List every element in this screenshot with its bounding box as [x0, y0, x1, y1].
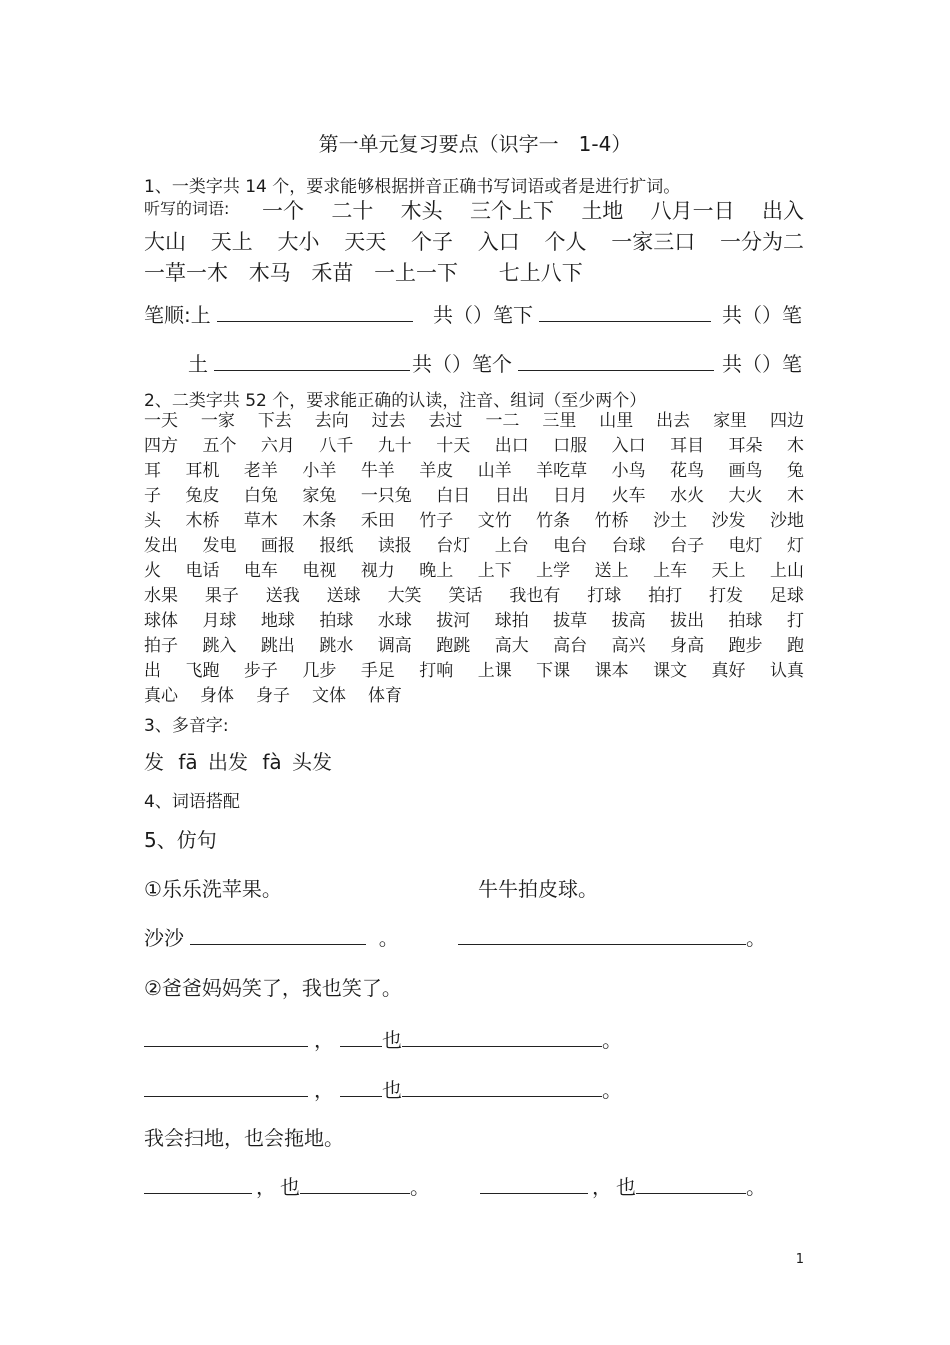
recognition-word: 出口 — [494, 436, 529, 456]
recognition-word: 一二 — [485, 411, 520, 431]
recognition-word: 认真 — [769, 661, 804, 681]
dictation-word: 一草一木 — [144, 261, 228, 285]
recognition-word: 电灯 — [728, 536, 763, 556]
recognition-word: 老羊 — [243, 461, 278, 481]
answer-blank[interactable] — [144, 1078, 308, 1097]
recognition-word: 电话 — [185, 561, 220, 581]
section5-heading: 5、仿句 — [144, 828, 217, 852]
ye-char: 也 — [382, 1078, 402, 1102]
stroke-total-text — [412, 348, 714, 377]
recognition-word: 山羊 — [477, 461, 512, 481]
period: 。 — [378, 926, 399, 950]
recognition-word: 真好 — [711, 661, 746, 681]
recognition-word: 入口 — [611, 436, 646, 456]
prompt-word: 沙沙 — [144, 926, 184, 950]
dictation-word: 出入 — [761, 199, 804, 223]
recognition-word: 沙土 — [653, 511, 688, 531]
recognition-word: 一家 — [200, 411, 235, 431]
imitation-row-1 — [144, 922, 399, 951]
pinyin: fà — [262, 750, 282, 774]
word-row — [144, 659, 804, 684]
recognition-word: 身高 — [670, 636, 705, 656]
word-row — [144, 684, 804, 709]
stroke-total-text — [722, 299, 802, 328]
imitation-row-2 — [144, 1024, 622, 1053]
imitation-row-4b — [480, 1171, 766, 1200]
comma: ， — [256, 1175, 276, 1199]
answer-blank[interactable] — [636, 1175, 746, 1194]
recognition-word: 草木 — [243, 511, 278, 531]
recognition-word: 上车 — [653, 561, 688, 581]
period: 。 — [410, 1175, 430, 1199]
answer-blank[interactable] — [402, 1028, 602, 1047]
recognition-word: 日出 — [494, 486, 529, 506]
recognition-word: 报纸 — [319, 536, 354, 556]
stroke-char: 土 — [188, 352, 208, 376]
recognition-word: 晚上 — [419, 561, 454, 581]
recognition-word: 拍子 — [144, 636, 178, 656]
recognition-word: 拔出 — [670, 611, 705, 631]
imitation-row-4 — [144, 1171, 430, 1200]
dictation-word: 七上八下 — [498, 261, 583, 285]
recognition-word: 小鸟 — [611, 461, 646, 481]
word-row — [144, 559, 804, 584]
stroke-blank[interactable] — [539, 303, 711, 322]
polyphone-word: 出发 — [208, 750, 249, 774]
recognition-word: 拔草 — [553, 611, 588, 631]
recognition-word: 木桥 — [185, 511, 220, 531]
recognition-word: 耳目 — [670, 436, 705, 456]
recognition-word: 高台 — [553, 636, 588, 656]
word-row — [144, 509, 804, 534]
recognition-word: 视力 — [360, 561, 395, 581]
dictation-word: 土地 — [581, 199, 624, 223]
recognition-word: 火 — [144, 561, 161, 581]
stroke-char: 个 — [492, 352, 512, 376]
dictation-line-1 — [262, 195, 804, 225]
word-row — [144, 634, 804, 659]
recognition-word: 文竹 — [477, 511, 512, 531]
recognition-word: 口服 — [553, 436, 588, 456]
dictation-word: 木头 — [400, 199, 443, 223]
recognition-word: 电视 — [302, 561, 337, 581]
dictation-word: 大小 — [277, 230, 320, 254]
recognition-word: 发电 — [202, 536, 237, 556]
recognition-word: 牛羊 — [360, 461, 395, 481]
stroke-char: 上 — [190, 303, 211, 327]
recognition-word: 日月 — [553, 486, 588, 506]
recognition-word: 高大 — [494, 636, 529, 656]
recognition-word: 去向 — [314, 411, 349, 431]
dictation-word: 一家三口 — [611, 230, 696, 254]
recognition-word: 跳出 — [260, 636, 295, 656]
recognition-word: 下去 — [257, 411, 292, 431]
dictation-word: 一个 — [262, 199, 304, 223]
recognition-word: 子 — [144, 486, 161, 506]
recognition-word: 上山 — [769, 561, 804, 581]
pinyin: fā — [178, 750, 198, 774]
recognition-word: 水火 — [670, 486, 705, 506]
stroke-total: 共（）笔 — [722, 303, 802, 327]
answer-blank[interactable] — [402, 1078, 602, 1097]
recognition-word: 竹桥 — [594, 511, 629, 531]
recognition-word: 地球 — [260, 611, 295, 631]
recognition-word: 羊吃草 — [536, 461, 588, 481]
recognition-word: 手足 — [360, 661, 395, 681]
recognition-word: 四边 — [769, 411, 804, 431]
recognition-word: 禾田 — [360, 511, 395, 531]
recognition-word: 火车 — [611, 486, 646, 506]
recognition-word: 课本 — [594, 661, 629, 681]
recognition-word: 调高 — [377, 636, 412, 656]
recognition-word-list — [144, 409, 804, 709]
recognition-word: 羊皮 — [419, 461, 454, 481]
recognition-word: 飞跑 — [185, 661, 220, 681]
recognition-word: 打 — [786, 611, 804, 631]
word-row — [144, 459, 804, 484]
example-sentence: 牛牛拍皮球。 — [478, 877, 598, 901]
page-number: 1 — [795, 1252, 804, 1267]
recognition-word: 跑步 — [728, 636, 763, 656]
polyphone-line — [144, 746, 332, 775]
recognition-word: 跑 — [786, 636, 804, 656]
recognition-word: 竹子 — [419, 511, 454, 531]
listen-label: 听写的词语: — [144, 199, 230, 218]
recognition-word: 台球 — [611, 536, 646, 556]
comma: ， — [592, 1175, 612, 1199]
recognition-word: 过去 — [371, 411, 406, 431]
word-row — [144, 434, 804, 459]
recognition-word: 台灯 — [436, 536, 471, 556]
dictation-word: 天上 — [210, 230, 253, 254]
recognition-word: 体育 — [368, 686, 402, 706]
recognition-word: 球拍 — [494, 611, 529, 631]
recognition-word: 拔高 — [611, 611, 646, 631]
dictation-line-3 — [144, 257, 583, 287]
comma: ， — [314, 1078, 334, 1102]
recognition-word: 出 — [144, 661, 161, 681]
dictation-word: 禾苗 — [311, 261, 354, 285]
dictation-word: 大山 — [144, 230, 186, 254]
recognition-word: 兔 — [786, 461, 804, 481]
stroke-total: 共（）笔 — [412, 352, 492, 376]
recognition-word: 台子 — [670, 536, 705, 556]
recognition-word: 步子 — [243, 661, 278, 681]
recognition-word: 四方 — [144, 436, 178, 456]
stroke-total: 共（）笔 — [722, 352, 802, 376]
ye-char: 也 — [616, 1175, 636, 1199]
section1-heading: 1、一类字共 14 个，要求能够根据拼音正确书写词语或者是进行扩词。 — [144, 177, 681, 197]
stroke-blank[interactable] — [217, 303, 413, 322]
recognition-word: 打球 — [587, 586, 622, 606]
dictation-word: 个子 — [411, 230, 453, 254]
comma: ， — [314, 1028, 334, 1052]
recognition-word: 上学 — [536, 561, 571, 581]
recognition-word: 上下 — [477, 561, 512, 581]
answer-blank[interactable] — [340, 1078, 382, 1097]
answer-blank[interactable] — [190, 926, 366, 945]
stroke-order-row-1 — [144, 299, 413, 328]
answer-blank[interactable] — [144, 1028, 308, 1047]
recognition-word: 果子 — [204, 586, 239, 606]
dictation-word: 八月一日 — [650, 199, 735, 223]
recognition-word: 白兔 — [243, 486, 278, 506]
recognition-word: 送球 — [326, 586, 361, 606]
recognition-word: 八千 — [319, 436, 354, 456]
recognition-word: 电车 — [243, 561, 278, 581]
recognition-word: 三里 — [542, 411, 577, 431]
recognition-word: 小羊 — [302, 461, 337, 481]
recognition-word: 拍打 — [648, 586, 683, 606]
imitation-row-1b — [458, 922, 766, 951]
recognition-word: 身子 — [256, 686, 290, 706]
recognition-word: 木 — [786, 436, 804, 456]
section3-heading: 3、多音字: — [144, 716, 229, 736]
word-row — [144, 609, 804, 634]
example-sentence: 我会扫地，也会拖地。 — [144, 1126, 344, 1150]
recognition-word: 上台 — [494, 536, 529, 556]
section4-heading: 4、词语搭配 — [144, 792, 240, 812]
period: 。 — [746, 1175, 766, 1199]
recognition-word: 耳机 — [185, 461, 220, 481]
recognition-word: 九十 — [377, 436, 412, 456]
recognition-word: 木 — [786, 486, 804, 506]
recognition-word: 画报 — [260, 536, 295, 556]
stroke-total-text — [722, 348, 802, 377]
section2-heading: 2、二类字共 52 个，要求能正确的认读，注音、组词（至少两个） — [144, 391, 647, 411]
recognition-word: 文体 — [312, 686, 346, 706]
page-title: 第一单元复习要点（识字一 1-4） — [318, 132, 632, 156]
recognition-word: 打响 — [419, 661, 454, 681]
recognition-word: 耳 — [144, 461, 161, 481]
recognition-word: 读报 — [377, 536, 412, 556]
recognition-word: 兔皮 — [185, 486, 220, 506]
recognition-word: 月球 — [202, 611, 237, 631]
stroke-label: 笔顺: — [144, 303, 191, 327]
recognition-word: 家里 — [713, 411, 748, 431]
recognition-word: 发出 — [144, 536, 178, 556]
recognition-word: 我也有 — [509, 586, 561, 606]
word-row — [144, 484, 804, 509]
recognition-word: 水球 — [377, 611, 412, 631]
imitation-row-3 — [144, 1074, 622, 1103]
word-row — [144, 584, 804, 609]
recognition-word: 大笑 — [387, 586, 422, 606]
recognition-word: 出去 — [656, 411, 691, 431]
recognition-word: 球体 — [144, 611, 178, 631]
word-row — [144, 409, 804, 434]
dictation-word: 一分为二 — [720, 230, 804, 254]
recognition-word: 木条 — [302, 511, 337, 531]
recognition-word: 山里 — [599, 411, 634, 431]
example-sentence: ②爸爸妈妈笑了，我也笑了。 — [144, 976, 402, 1000]
stroke-blank[interactable] — [214, 352, 410, 371]
recognition-word: 电台 — [553, 536, 588, 556]
dictation-word: 二十 — [331, 199, 374, 223]
period: 。 — [602, 1078, 622, 1102]
recognition-word: 送我 — [265, 586, 300, 606]
recognition-word: 耳朵 — [728, 436, 763, 456]
example-sentence: ①乐乐洗苹果。 — [144, 877, 282, 901]
dictation-line-2 — [144, 226, 804, 256]
recognition-word: 大火 — [728, 486, 763, 506]
recognition-word: 白日 — [436, 486, 471, 506]
stroke-blank[interactable] — [518, 352, 714, 371]
answer-blank[interactable] — [300, 1175, 410, 1194]
answer-blank[interactable] — [144, 1175, 252, 1194]
recognition-word: 几步 — [302, 661, 337, 681]
polyphone-word: 头发 — [292, 750, 333, 774]
stroke-order-row-2 — [188, 348, 410, 377]
period: 。 — [602, 1028, 622, 1052]
recognition-word: 沙发 — [711, 511, 746, 531]
recognition-word: 水果 — [144, 586, 178, 606]
recognition-word: 打发 — [709, 586, 744, 606]
dictation-word: 木马 — [248, 261, 291, 285]
recognition-word: 拔河 — [436, 611, 471, 631]
word-row — [144, 534, 804, 559]
answer-blank[interactable] — [458, 926, 746, 945]
answer-blank[interactable] — [340, 1028, 382, 1047]
dictation-word: 个人 — [544, 230, 587, 254]
recognition-word: 天上 — [711, 561, 746, 581]
recognition-word: 拍球 — [319, 611, 354, 631]
recognition-word: 高兴 — [611, 636, 646, 656]
recognition-word: 课文 — [653, 661, 688, 681]
polyphone-char: 发 — [144, 750, 164, 774]
recognition-word: 跳水 — [319, 636, 354, 656]
recognition-word: 一只兔 — [360, 486, 412, 506]
period: 。 — [746, 926, 766, 950]
dictation-word: 三个上下 — [469, 199, 554, 223]
recognition-word: 去过 — [428, 411, 463, 431]
recognition-word: 跳入 — [202, 636, 237, 656]
dictation-word: 入口 — [477, 230, 520, 254]
ye-char: 也 — [382, 1028, 402, 1052]
ye-char: 也 — [280, 1175, 300, 1199]
recognition-word: 家兔 — [302, 486, 337, 506]
recognition-word: 六月 — [260, 436, 295, 456]
recognition-word: 头 — [144, 511, 161, 531]
recognition-word: 跑跳 — [436, 636, 471, 656]
recognition-word: 沙地 — [769, 511, 804, 531]
recognition-word: 上课 — [477, 661, 512, 681]
recognition-word: 竹条 — [536, 511, 571, 531]
recognition-word: 足球 — [769, 586, 804, 606]
recognition-word: 灯 — [786, 536, 804, 556]
stroke-total-text — [433, 299, 711, 328]
recognition-word: 一天 — [144, 411, 178, 431]
recognition-word: 十天 — [436, 436, 471, 456]
recognition-word: 画鸟 — [728, 461, 763, 481]
recognition-word: 花鸟 — [670, 461, 705, 481]
recognition-word: 笑话 — [448, 586, 483, 606]
recognition-word: 身体 — [200, 686, 234, 706]
recognition-word: 送上 — [594, 561, 629, 581]
stroke-total: 共（）笔 — [433, 303, 513, 327]
recognition-word: 拍球 — [728, 611, 763, 631]
stroke-char: 下 — [513, 303, 533, 327]
recognition-word: 真心 — [144, 686, 178, 706]
recognition-word: 下课 — [536, 661, 571, 681]
dictation-word: 一上一下 — [374, 261, 459, 285]
answer-blank[interactable] — [480, 1175, 588, 1194]
recognition-word: 五个 — [202, 436, 237, 456]
dictation-word: 天天 — [344, 230, 387, 254]
